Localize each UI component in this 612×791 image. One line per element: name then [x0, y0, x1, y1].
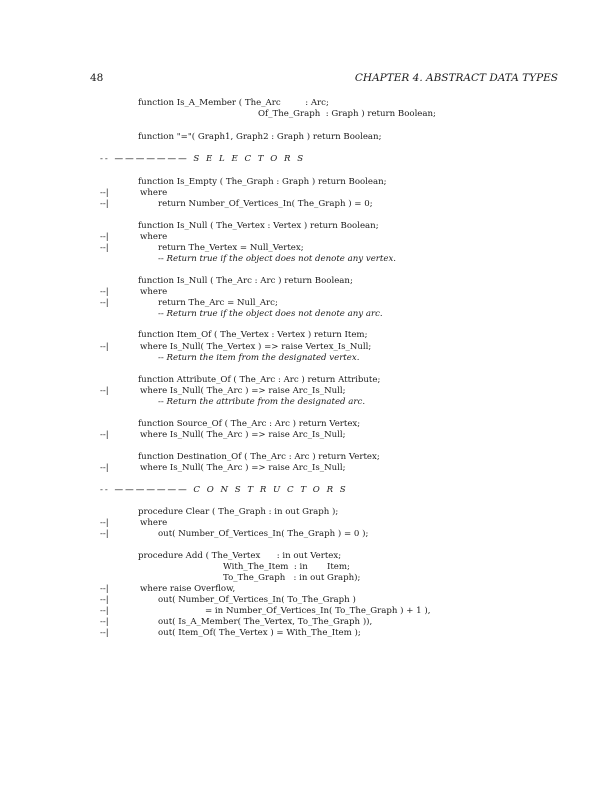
section-selectors: -- ——————— S E L E C T O R S — [100, 154, 306, 164]
code-line: function Is_Empty ( The_Graph : Graph ) return Boolean; — [138, 177, 387, 187]
rule-mark: --| — [100, 243, 109, 253]
code-line: out( Number_Of_Vertices_In( To_The_Graph ) — [158, 595, 356, 605]
rule-mark: --| — [100, 463, 109, 473]
rule-mark: --| — [100, 188, 109, 198]
code-line: where Is_Null( The_Arc ) => raise Arc_Is_Null; — [140, 430, 346, 440]
code-line: function Is_A_Member ( The_Arc : Arc; — [138, 98, 329, 108]
rule-mark: --| — [100, 628, 109, 638]
rule-mark: --| — [100, 606, 109, 616]
code-line: function Item_Of ( The_Vertex : Vertex ) return Item; — [138, 330, 368, 340]
rule-mark: --| — [100, 430, 109, 440]
rule-mark: --| — [100, 342, 109, 352]
code-line: function Attribute_Of ( The_Arc : Arc ) return Attribute; — [138, 375, 381, 385]
rule-mark: --| — [100, 386, 109, 396]
code-line: procedure Clear ( The_Graph : in out Graph ); — [138, 507, 339, 517]
code-line: With_The_Item : in Item; — [223, 562, 350, 572]
rule-mark: --| — [100, 529, 109, 539]
code-line: function "="( Graph1, Graph2 : Graph ) return Boolean; — [138, 132, 382, 142]
code-line: where raise Overflow, — [140, 584, 236, 594]
code-line: out( Item_Of( The_Vertex ) = With_The_Item ); — [158, 628, 361, 638]
code-line: return The_Arc = Null_Arc; — [158, 298, 278, 308]
code-line: procedure Add ( The_Vertex : in out Vertex; — [138, 551, 342, 561]
code-line: = in Number_Of_Vertices_In( To_The_Graph ) + 1 ), — [205, 606, 431, 616]
code-line: where Is_Null( The_Arc ) => raise Arc_Is_Null; — [140, 386, 346, 396]
chapter-title: CHAPTER 4. ABSTRACT DATA TYPES — [354, 72, 558, 84]
code-line: return Number_Of_Vertices_In( The_Graph ) = 0; — [158, 199, 373, 209]
code-line: where — [140, 287, 168, 297]
code-comment: -- Return the attribute from the designated arc. — [158, 397, 366, 407]
rule-mark: --| — [100, 518, 109, 528]
code-line: where — [140, 518, 168, 528]
rule-mark: --| — [100, 584, 109, 594]
code-line: Of_The_Graph : Graph ) return Boolean; — [258, 109, 436, 119]
code-comment: -- Return the item from the designated vertex. — [158, 353, 360, 363]
code-line: where Is_Null( The_Arc ) => raise Arc_Is_Null; — [140, 463, 346, 473]
code-line: function Destination_Of ( The_Arc : Arc ) return Vertex; — [138, 452, 380, 462]
code-comment: -- Return true if the object does not denote any vertex. — [158, 254, 397, 264]
section-constructors: -- ——————— C O N S T R U C T O R S — [100, 485, 348, 495]
code-line: function Source_Of ( The_Arc : Arc ) return Vertex; — [138, 419, 361, 429]
rule-mark: --| — [100, 199, 109, 209]
rule-mark: --| — [100, 617, 109, 627]
code-line: where — [140, 188, 168, 198]
rule-mark: --| — [100, 298, 109, 308]
code-line: out( Is_A_Member( The_Vertex, To_The_Graph )), — [158, 617, 373, 627]
code-line: where Is_Null( The_Vertex ) => raise Vertex_Is_Null; — [140, 342, 372, 352]
rule-mark: --| — [100, 232, 109, 242]
code-line: out( Number_Of_Vertices_In( The_Graph ) = 0 ); — [158, 529, 369, 539]
code-line: To_The_Graph : in out Graph); — [223, 573, 361, 583]
code-line: function Is_Null ( The_Arc : Arc ) return Boolean; — [138, 276, 353, 286]
code-comment: -- Return true if the object does not denote any arc. — [158, 309, 383, 319]
rule-mark: --| — [100, 595, 109, 605]
rule-mark: --| — [100, 287, 109, 297]
page-number: 48 — [90, 72, 104, 84]
code-line: function Is_Null ( The_Vertex : Vertex ) return Boolean; — [138, 221, 379, 231]
code-line: return The_Vertex = Null_Vertex; — [158, 243, 304, 253]
code-line: where — [140, 232, 168, 242]
